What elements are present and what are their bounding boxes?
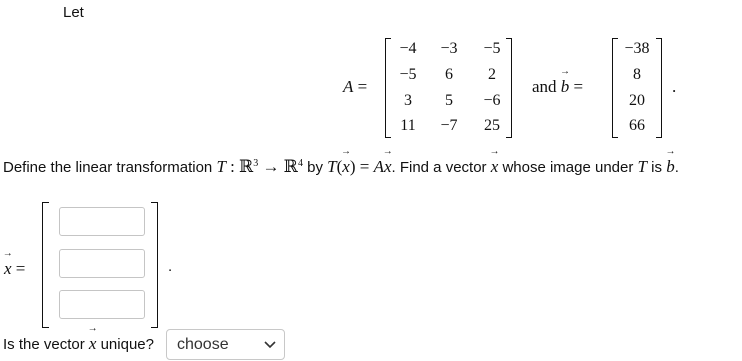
matrix-a-cell: −7 [440,117,458,134]
statement-lead: Define the linear transformation [3,159,213,176]
matrix-a-cell: −5 [399,66,417,83]
math-domain-exp: 3 [253,158,259,169]
matrix-a-symbol: A [343,77,354,96]
vector-b-right-bracket [656,38,662,138]
answer-period: . [168,258,173,275]
math-b: → b [666,157,675,177]
answer-left-bracket [42,202,49,328]
and-text: and [532,77,557,96]
math-x: → x [384,157,392,177]
matrix-a-cell: 6 [445,66,453,83]
matrix-a-cell: 3 [404,92,412,109]
matrix-a-cell: 2 [488,66,496,83]
math-T: T [327,157,337,176]
vector-b-cell: −38 [624,40,650,57]
answer-right-bracket [151,202,158,328]
math-domain: ℝ [239,157,254,176]
math-T: T [637,157,647,176]
statement-find: . Find a vector [391,159,487,176]
statement-whose: whose image under [502,159,634,176]
math-x: → x [491,157,499,177]
period: . [672,77,677,96]
uniqueness-question [3,334,154,354]
matrix-a-cell: −3 [440,40,458,57]
vector-b-cell: 20 [629,92,645,109]
question-suffix: unique? [100,336,154,353]
answer-label [4,259,25,279]
answer-x-symbol: → x [4,259,12,279]
statement-is: is [651,159,663,176]
math-x: → x [89,334,97,354]
equals-sign: = [569,77,584,96]
math-codomain: ℝ [283,157,298,176]
vector-b-cell: 66 [629,117,645,134]
chevron-down-icon [264,341,276,349]
matrix-a-cell: 11 [400,117,416,134]
math-T: T [216,157,226,176]
answer-field-3[interactable] [59,290,145,319]
statement-by: by [307,159,323,176]
math-A: A [373,157,384,176]
intro-text: Let [63,4,84,21]
uniqueness-select-value: choose [177,336,229,353]
matrix-a-cell: −5 [483,40,501,57]
answer-field-1[interactable] [59,207,145,236]
matrix-a-cell: −4 [399,40,417,57]
problem-statement: Define the linear transformation T : ℝ$^3$ → ℝ$^4$ by T(→ x) = A→ x. Find a vector → x whose image under T is → b. [3,157,679,177]
math-codomain-exp: 4 [297,158,303,169]
math-x: → x [342,157,350,177]
matrix-a-cell: 5 [445,92,453,109]
equals-sign: = [11,259,26,278]
matrix-a-cell: 25 [484,117,500,134]
matrix-a-label [343,77,367,97]
matrix-a-cell: −6 [483,92,501,109]
question-prefix: Is the vector [3,336,85,353]
vector-b-symbol: → b [561,77,570,97]
answer-field-2[interactable] [59,249,145,278]
uniqueness-select[interactable] [166,329,285,360]
vector-b-cell: 8 [633,66,641,83]
vector-b-left-bracket [612,38,618,138]
vector-b-label [532,77,583,97]
equals-sign: = [353,77,368,96]
